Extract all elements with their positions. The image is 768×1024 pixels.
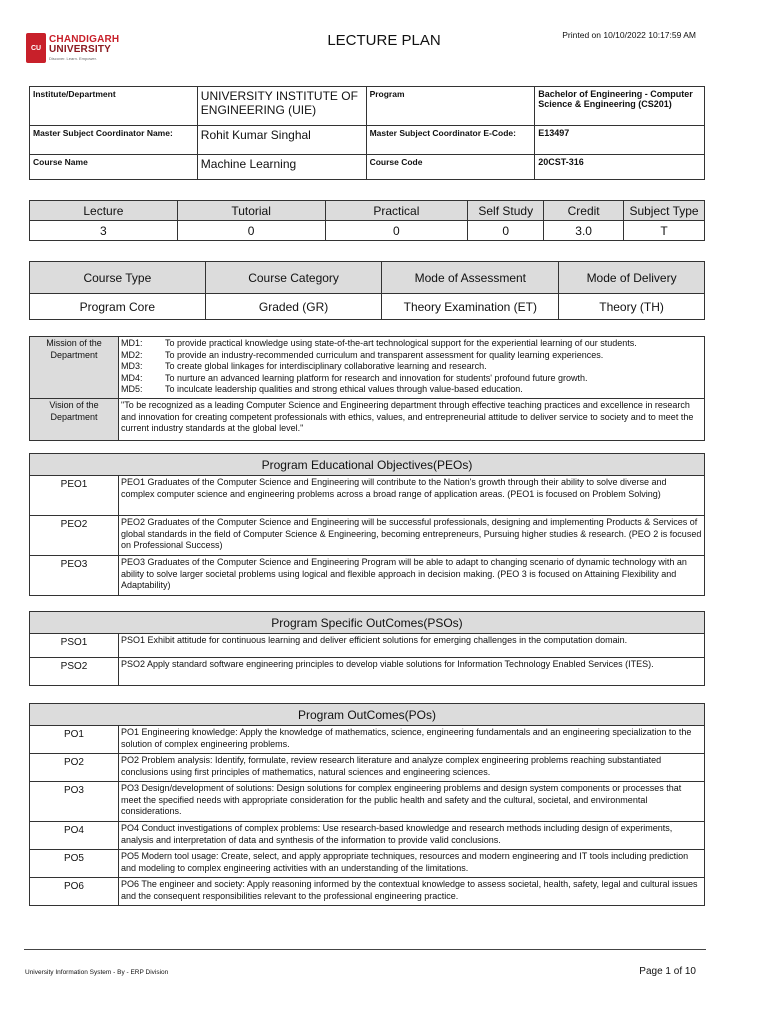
institute-label: Institute/Department bbox=[30, 87, 198, 126]
course-name-value: Machine Learning bbox=[197, 155, 366, 180]
subject-type-value: T bbox=[624, 221, 705, 241]
logo-tagline: Discover. Learn. Empower. bbox=[49, 56, 97, 61]
credit-value: 3.0 bbox=[544, 221, 624, 241]
footer-system-text: University Information System - By - ERP Division bbox=[25, 969, 169, 976]
self-study-header: Self Study bbox=[468, 201, 544, 221]
lecture-header: Lecture bbox=[30, 201, 178, 221]
vision-text: "To be recognized as a leading Computer Science and Engineering department through effective teaching practices and excellence in research and innovation for creating competent professionals with ethics, values, and entrepreneurial attitude to deliver service to society and to meet the current industry standards at the global level." bbox=[119, 399, 705, 441]
table-row-text: PO3 Design/development of solutions: Design solutions for complex engineering problems and design system components or processes that meet the specified needs with appropriate consideration for the public health and safety and the cultural, societal, and environmental considerations. bbox=[119, 782, 705, 822]
table-row-code: PEO2 bbox=[30, 516, 119, 556]
practical-header: Practical bbox=[325, 201, 468, 221]
lecture-value: 3 bbox=[30, 221, 178, 241]
mission-item: MD2: To provide an industry-recommended curriculum and transparent assessment for quality learning experiences. bbox=[121, 349, 604, 360]
peos-title: Program Educational Objectives(PEOs) bbox=[30, 454, 705, 476]
program-value: Bachelor of Engineering - Computer Science & Engineering (CS201) bbox=[535, 87, 705, 126]
table-row-text: PSO1 Exhibit attitude for continuous learning and deliver efficient solutions for emerging challenges in the computation domain. bbox=[119, 634, 705, 658]
psos-title: Program Specific OutComes(PSOs) bbox=[30, 612, 705, 634]
mission-item: MD3: To create global linkages for interdisciplinary collaborative learning and research. bbox=[121, 361, 487, 371]
hours-table bbox=[29, 200, 705, 241]
mission-list bbox=[119, 337, 705, 399]
subject-type-header: Subject Type bbox=[624, 201, 705, 221]
table-row-code: PO3 bbox=[30, 782, 119, 822]
ecode-label: Master Subject Coordinator E-Code: bbox=[366, 126, 535, 155]
table-row-text: PEO2 Graduates of the Computer Science and Engineering will be successful professionals, designing and implementing Products & Services of global standards in the field of Computer Science & Engineering, becoming entrepreneurs, Pursuing higher studies & research. (PEO 2 is focused on Professional Success) bbox=[119, 516, 705, 556]
logo-line2: UNIVERSITY bbox=[49, 44, 112, 55]
table-row-code: PSO1 bbox=[30, 634, 119, 658]
coordinator-label: Master Subject Coordinator Name: bbox=[30, 126, 198, 155]
mission-label: Mission of the Department bbox=[30, 337, 119, 399]
mission-item: MD5: To inculcate leadership qualities and strong ethical values through value-based education. bbox=[121, 384, 523, 394]
mode-of-assessment-header: Mode of Assessment bbox=[382, 262, 559, 294]
table-row-text: PSO2 Apply standard software engineering principles to develop viable solutions for Information Technology Enabled Services (ITES). bbox=[119, 658, 705, 686]
table-row-code: PEO1 bbox=[30, 476, 119, 516]
mission-item: MD4: To nurture an advanced learning platform for research and innovation for students' profound future growth. bbox=[121, 372, 588, 383]
table-row-text: PEO1 Graduates of the Computer Science and Engineering will contribute to the Nation's growth through their ability to solve diverse and complex computer science and engineering problems across a broad range of application areas. (PEO1 is focused on Problem Solving) bbox=[119, 476, 705, 516]
mission-item: MD1: To provide practical knowledge using state-of-the-art technological support for the experiential learning of our students. bbox=[121, 338, 637, 348]
psos-table bbox=[29, 611, 705, 686]
course-code-value: 20CST-316 bbox=[535, 155, 705, 180]
table-row-text: PEO3 Graduates of the Computer Science and Engineering Program will be able to adapt to changing scenario of dynamic technology with an ability to solve larger societal problems using logical and flexible approach in decision making. (PEO 3 is focused on Attaining Flexibility and Adaptability) bbox=[119, 556, 705, 596]
ecode-value: E13497 bbox=[535, 126, 705, 155]
footer-divider bbox=[24, 949, 706, 950]
course-category-header: Course Category bbox=[205, 262, 382, 294]
mode-of-delivery-header: Mode of Delivery bbox=[559, 262, 705, 294]
course-name-label: Course Name bbox=[30, 155, 198, 180]
course-category-value: Graded (GR) bbox=[205, 294, 382, 320]
table-row-code: PEO3 bbox=[30, 556, 119, 596]
pos-title: Program OutComes(POs) bbox=[30, 704, 705, 726]
table-row-text: PO2 Problem analysis: Identify, formulate, review research literature and analyze complex engineering problems reaching substantiated conclusions using first principles of mathematics, natural sciences and engineering sciences. bbox=[119, 754, 705, 782]
mode-of-assessment-value: Theory Examination (ET) bbox=[382, 294, 559, 320]
table-row-code: PO5 bbox=[30, 850, 119, 878]
course-type-header: Course Type bbox=[30, 262, 206, 294]
institute-value: UNIVERSITY INSTITUTE OF ENGINEERING (UIE) bbox=[197, 87, 366, 126]
tutorial-header: Tutorial bbox=[177, 201, 325, 221]
course-type-table bbox=[29, 261, 705, 320]
table-row-code: PO2 bbox=[30, 754, 119, 782]
table-row-text: PO1 Engineering knowledge: Apply the knowledge of mathematics, science, engineering fundamentals and an engineering specialization to the solution of complex engineering problems. bbox=[119, 726, 705, 754]
program-label: Program bbox=[366, 87, 535, 126]
table-row-code: PO6 bbox=[30, 878, 119, 906]
tutorial-value: 0 bbox=[177, 221, 325, 241]
logo-mark: CU bbox=[26, 33, 46, 63]
table-row-code: PSO2 bbox=[30, 658, 119, 686]
course-code-label: Course Code bbox=[366, 155, 535, 180]
vision-label: Vision of the Department bbox=[30, 399, 119, 441]
page-title: LECTURE PLAN bbox=[327, 32, 441, 49]
table-row-text: PO6 The engineer and society: Apply reasoning informed by the contextual knowledge to assess societal, health, safety, legal and cultural issues and the consequent responsibilities relevant to the professional engineering practice. bbox=[119, 878, 705, 906]
pos-table bbox=[29, 703, 705, 906]
printed-timestamp: Printed on 10/10/2022 10:17:59 AM bbox=[562, 30, 696, 40]
practical-value: 0 bbox=[325, 221, 468, 241]
course-type-value: Program Core bbox=[30, 294, 206, 320]
coordinator-value: Rohit Kumar Singhal bbox=[197, 126, 366, 155]
page-number: Page 1 of 10 bbox=[639, 966, 696, 977]
table-row-text: PO5 Modern tool usage: Create, select, and apply appropriate techniques, resources and modern engineering and IT tools including prediction and modeling to complex engineering activities with an understanding of the limitations. bbox=[119, 850, 705, 878]
table-row-code: PO1 bbox=[30, 726, 119, 754]
credit-header: Credit bbox=[544, 201, 624, 221]
logo-line1: CHANDIGARH bbox=[49, 34, 120, 45]
course-info-table bbox=[29, 86, 705, 180]
mission-vision-table bbox=[29, 336, 705, 441]
peos-table bbox=[29, 453, 705, 596]
table-row-text: PO4 Conduct investigations of complex problems: Use research-based knowledge and research methods including design of experiments, analysis and interpretation of data and synthesis of the information to provide valid conclusions. bbox=[119, 822, 705, 850]
table-row-code: PO4 bbox=[30, 822, 119, 850]
mode-of-delivery-value: Theory (TH) bbox=[559, 294, 705, 320]
self-study-value: 0 bbox=[468, 221, 544, 241]
